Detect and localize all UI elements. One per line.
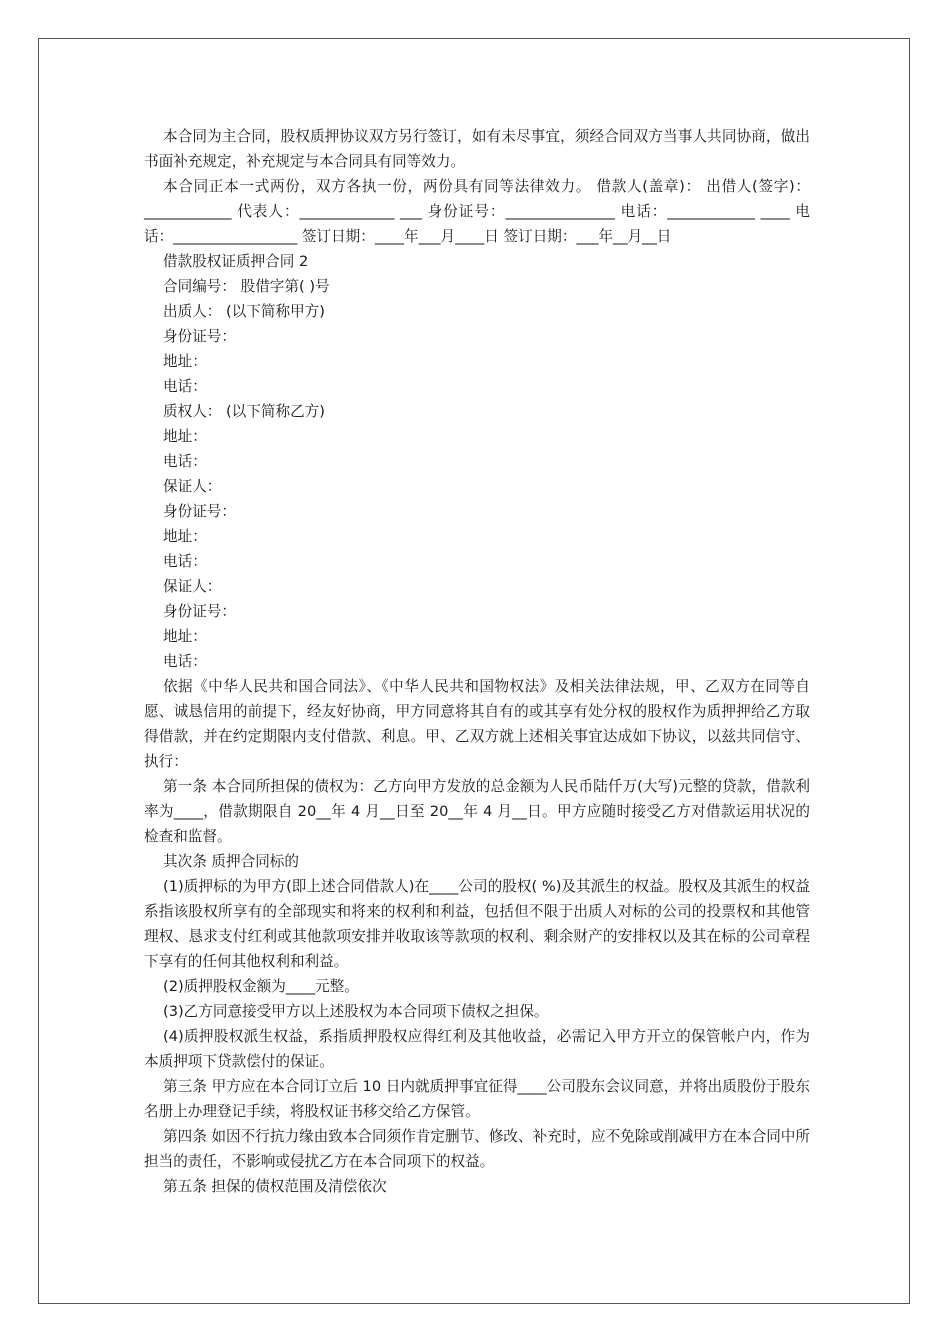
pledgee-phone-line: 电话： (163, 453, 207, 470)
guarantor-2-id-line: 身份证号： (163, 603, 236, 620)
article-2-heading: 其次条 质押合同标的 (163, 853, 299, 870)
guarantor-2-address-line: 地址： (163, 628, 207, 645)
paragraph-legal-basis: 依据《中华人民共和国合同法》、《中华人民共和国物权法》及相关法律法规，甲、乙双方在同等自愿、诚恳信用的前提下，经友好协商，甲方同意将其自有的或其享有处分权的股权作为质押押给乙方取得借款，并在约定期限内支付借款、利息。甲、乙双方就上述相关事宜达成如下协议，以兹共同信守、执行： (144, 678, 810, 770)
article-1: 第一条 本合同所担保的债权为：乙方向甲方发放的总金额为人民币陆仟万(大写)元整的贷款，借款利率为____，借款期限自 20__年 4 月__日至 20__年 4 月__日。甲方应随时接受乙方对借款运用状况的检查和监督。 (144, 778, 810, 845)
guarantor-1-phone-line: 电话： (163, 553, 207, 570)
article-2-item-1: (1)质押标的为甲方(即上述合同借款人)在____公司的股权( %)及其派生的权益。股权及其派生的权益系指该股权所享有的全部现实和将来的权利和利益，包括但不限于出质人对标的公司的投票权和其他管理权、恳求支付红利或其他款项安排并收取该等款项的权利、剩余财产的安排权以及其在标的公司章程下享有的任何其他权利和利益。 (144, 878, 810, 970)
paragraph-main-contract-clause: 本合同为主合同，股权质押协议双方另行签订，如有未尽事宜，须经合同双方当事人共同协商，做出书面补充规定，补充规定与本合同具有同等效力。 (144, 128, 810, 170)
contract-number-line: 合同编号： 股借字第( )号 (163, 278, 330, 295)
guarantor-1-id-line: 身份证号： (163, 503, 236, 520)
article-2-item-4: (4)质押股权派生权益，系指质押股权应得红利及其他收益，必需记入甲方开立的保管帐户内，作为本质押项下贷款偿付的保证。 (144, 1028, 810, 1070)
pledgee-address-line: 地址： (163, 428, 207, 445)
pledgor-id-line: 身份证号： (163, 328, 236, 345)
pledgor-line: 出质人： (以下简称甲方) (163, 303, 325, 320)
guarantor-2-line: 保证人： (163, 578, 222, 595)
article-3: 第三条 甲方应在本合同订立后 10 日内就质押事宜征得____公司股东会议同意，并将出质股份于股东名册上办理登记手续，将股权证书移交给乙方保管。 (144, 1078, 810, 1120)
article-5-heading: 第五条 担保的债权范围及清偿依次 (163, 1178, 387, 1195)
document-body (144, 124, 810, 1199)
article-2-item-2: (2)质押股权金额为____元整。 (163, 978, 359, 995)
paragraph-signature-block: 本合同正本一式两份，双方各执一份，两份具有同等法律效力。 借款人(盖章)： 出借人(签字)：____________ 代表人：_____________ ___ 身份证号：_______________ 电话：____________ ____ 电话：_________________ 签订日期：____年___月____日 签订日期：___年__月__日 (144, 178, 810, 245)
pledgor-address-line: 地址： (163, 353, 207, 370)
guarantor-1-line: 保证人： (163, 478, 222, 495)
guarantor-1-address-line: 地址： (163, 528, 207, 545)
pledgor-phone-line: 电话： (163, 378, 207, 395)
article-4: 第四条 如因不行抗力缘由致本合同须作肯定删节、修改、补充时，应不免除或削减甲方在本合同中所担当的责任，不影响或侵扰乙方在本合同项下的权益。 (144, 1128, 810, 1170)
pledgee-line: 质权人： (以下简称乙方) (163, 403, 325, 420)
guarantor-2-phone-line: 电话： (163, 653, 207, 670)
article-2-item-3: (3)乙方同意接受甲方以上述股权为本合同项下债权之担保。 (163, 1003, 549, 1020)
contract-title: 借款股权证质押合同 2 (163, 253, 309, 270)
